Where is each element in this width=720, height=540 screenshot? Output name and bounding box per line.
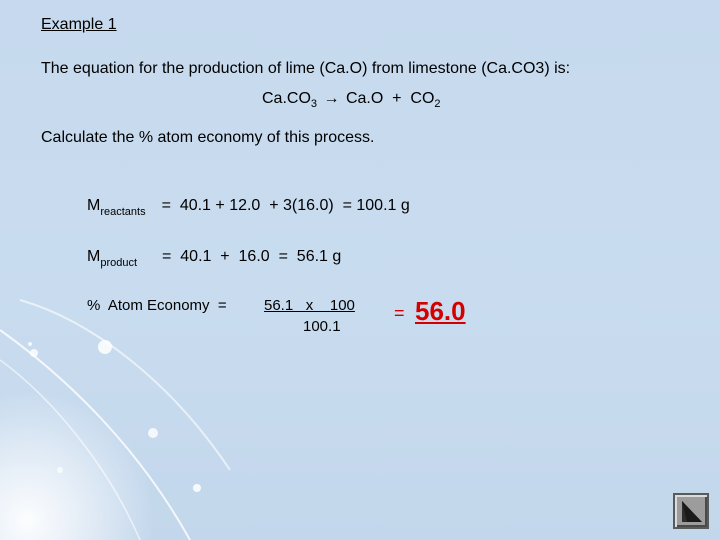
product-formula-1: Ca.O — [345, 90, 384, 107]
m-reactants-subscript: reactants — [100, 206, 146, 218]
m-product-subscript: product — [100, 257, 138, 269]
m-reactants-expression: = 40.1 + 12.0 + 3(16.0) = 100.1 g — [161, 197, 410, 214]
arrow-right-icon: → — [323, 90, 340, 107]
question-text: Calculate the % atom economy of this process. — [41, 129, 375, 146]
m-reactants-line — [87, 197, 410, 218]
next-slide-icon — [675, 495, 707, 527]
m-product-symbol: M — [87, 248, 101, 265]
slide-heading: Example 1 — [41, 16, 117, 33]
atom-economy-label: % Atom Economy = — [87, 297, 227, 314]
product-formula-2: CO — [410, 90, 435, 107]
reactant-subscript: 3 — [310, 98, 318, 111]
product-subscript: 2 — [434, 98, 441, 111]
atom-economy-result: 56.0 — [415, 296, 466, 326]
m-product-line — [87, 248, 341, 269]
result-equals-sign: = — [394, 303, 405, 323]
atom-economy-numerator: 56.1 x 100 — [264, 297, 355, 314]
plus-sign: + — [392, 90, 402, 107]
atom-economy-denominator: 100.1 — [303, 318, 341, 335]
chemical-equation — [262, 90, 441, 110]
m-product-expression: = 40.1 + 16.0 = 56.1 g — [162, 248, 342, 265]
intro-text: The equation for the production of lime (Ca.O) from limestone (Ca.CO3) is: — [41, 60, 571, 77]
next-slide-button[interactable] — [673, 493, 709, 529]
m-reactants-symbol: M — [87, 197, 101, 214]
reactant-formula: Ca.CO — [262, 90, 311, 107]
